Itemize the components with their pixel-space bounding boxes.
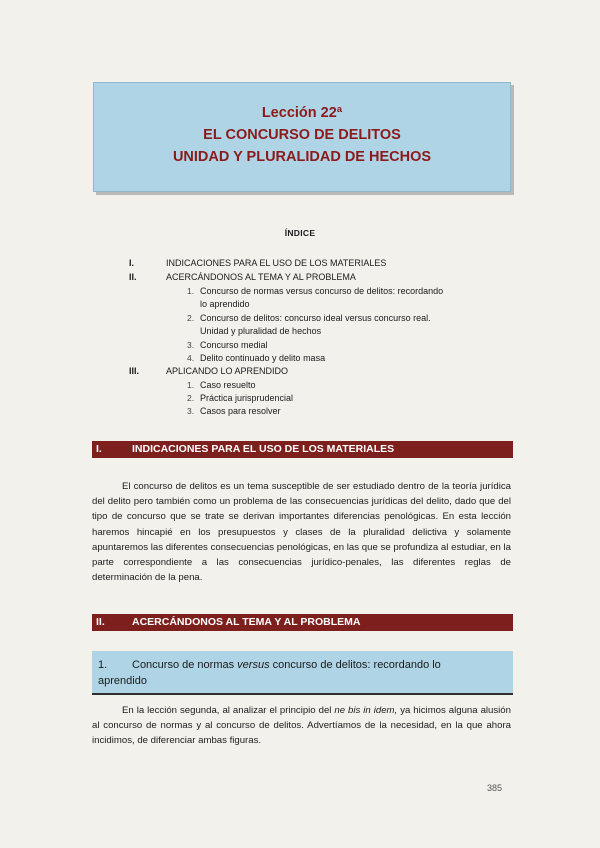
page-number: 385 [487, 783, 503, 793]
lesson-title-box [93, 82, 511, 192]
toc-numeral-ii: II. [129, 272, 137, 282]
toc-item-i[interactable]: INDICACIONES PARA EL USO DE LOS MATERIALES [166, 258, 387, 268]
toc-ii-4[interactable]: Delito continuado y delito masa [200, 353, 326, 363]
section-ii-paragraph [92, 703, 511, 749]
section-i-paragraph: El concurso de delitos es un tema susceptible de ser estudiado dentro de la teoría jurídica del delito pero también como un problema de las consecuencias jurídicas del delito, dado que del tipo de concurso que se trate se derivan importantes diferencias penológicas. En esta lección haremos hincapié en los presupuestos y clases de la pluralidad delictiva y solamente apuntaremos las diferentes consecuencias penológicas, en las que se profundiza al estudiar, en la parte correspondiente a las consecuencias jurídico-penales, las diferentes reglas de determinación de la pena. [92, 481, 511, 584]
paragraph-text: En la lección segunda, al analizar el principio del [122, 705, 332, 716]
lesson-title-line1: EL CONCURSO DE DELITOS [203, 127, 401, 143]
toc-item-iii[interactable]: APLICANDO LO APRENDIDO [166, 366, 289, 376]
section-header-ii [92, 614, 513, 631]
subsection-title-part: Concurso de normas [132, 659, 235, 671]
toc-iii-2-num: 2. [187, 393, 195, 403]
section-title: INDICACIONES PARA EL USO DE LOS MATERIALES [132, 443, 395, 455]
section-numeral: I. [96, 443, 102, 455]
section-numeral: II. [96, 616, 105, 628]
subsection-title-versus: versus [237, 659, 270, 671]
subsection-title [132, 657, 504, 673]
toc-iii-3-num: 3. [187, 406, 195, 416]
lesson-title-line2: UNIDAD Y PLURALIDAD DE HECHOS [172, 149, 432, 165]
toc-ii-3[interactable]: Concurso medial [200, 340, 268, 350]
toc-ii-1-cont: lo aprendido [200, 299, 250, 309]
paragraph-text: ya hicimos alguna alusión al concurso de normas y al concurso de delitos. Advertíamos de la necesidad, en la que ahora incidimos, de diferenciar ambas figuras. [92, 705, 511, 747]
toc-ii-1[interactable]: Concurso de normas versus concurso de delitos: recordando [200, 286, 444, 296]
subsection-header-1 [92, 651, 513, 695]
section-title: ACERCÁNDONOS AL TEMA Y AL PROBLEMA [132, 616, 361, 628]
toc-item-ii[interactable]: ACERCÁNDONOS AL TEMA Y AL PROBLEMA [166, 272, 356, 282]
toc-ii-2[interactable]: Concurso de delitos: concurso ideal versus concurso real. [200, 313, 431, 323]
toc-numeral-i: I. [129, 258, 135, 268]
toc-ii-1-num: 1. [187, 286, 195, 296]
latin-term: ne bis in idem, [334, 705, 398, 716]
toc-iii-1[interactable]: Caso resuelto [200, 380, 256, 390]
subsection-number: 1. [98, 659, 108, 671]
toc-ii-2-cont: Unidad y pluralidad de hechos [200, 326, 322, 336]
subsection-title-part: concurso de delitos: recordando lo [272, 659, 441, 671]
toc-iii-3[interactable]: Casos para resolver [200, 406, 281, 416]
lesson-number: Lección 22ª [261, 105, 343, 121]
section-header-i [92, 441, 513, 458]
subsection-title-cont: aprendido [98, 675, 147, 687]
toc-iii-1-num: 1. [187, 380, 195, 390]
toc-ii-3-num: 3. [187, 340, 195, 350]
index-title: ÍNDICE [284, 228, 316, 238]
toc-iii-2[interactable]: Práctica jurisprudencial [200, 393, 294, 403]
toc-ii-4-num: 4. [187, 353, 195, 363]
toc-numeral-iii: III. [129, 366, 140, 376]
toc-ii-2-num: 2. [187, 313, 195, 323]
